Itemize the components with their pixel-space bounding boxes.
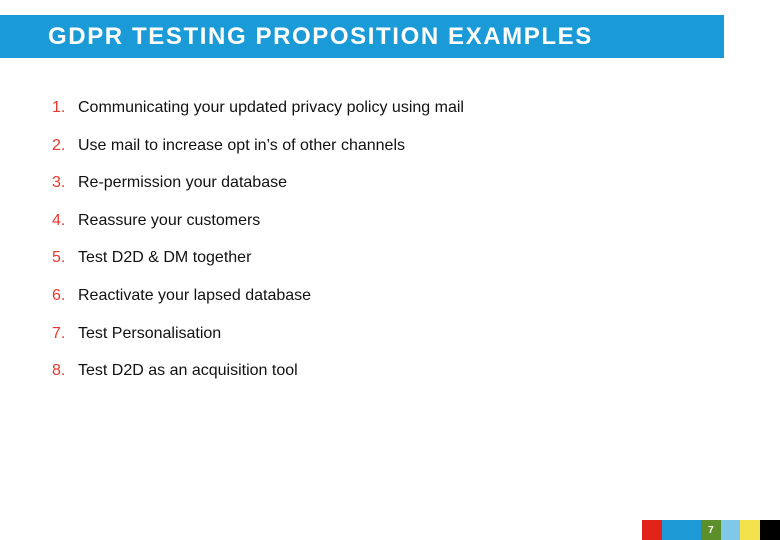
list-item-text: Test D2D & DM together	[78, 249, 252, 267]
footer-color-block	[760, 520, 780, 540]
footer-color-block	[721, 520, 741, 540]
list-item-text: Communicating your updated privacy policy using mail	[78, 99, 464, 116]
list-item-text: Use mail to increase opt in’s of other channels	[78, 136, 405, 154]
list-item-text: Re-permission your database	[78, 174, 287, 192]
list-item-number: 2.	[52, 136, 66, 154]
list-item	[52, 321, 464, 359]
list-item	[52, 208, 464, 246]
list-item-text: Reassure your customers	[78, 211, 261, 229]
list-item	[52, 245, 464, 283]
page-number: 7	[701, 520, 721, 540]
list-item-number: 8.	[52, 362, 66, 380]
list-item-text: Test D2D as an acquisition tool	[78, 362, 298, 380]
list-item-text: Reactivate your lapsed database	[78, 286, 312, 304]
footer-color-block	[642, 520, 662, 540]
list-item-text: Test Personalisation	[78, 324, 222, 342]
list-item-number: 5.	[52, 249, 66, 267]
list-item	[52, 283, 464, 321]
footer-color-strip	[642, 520, 780, 540]
list-item	[52, 95, 464, 133]
footer-color-block	[681, 520, 701, 540]
list-item-number: 1.	[52, 99, 66, 116]
footer-color-block	[662, 520, 682, 540]
list-item-number: 6.	[52, 286, 66, 304]
footer-color-block	[740, 520, 760, 540]
title-bar	[0, 15, 724, 58]
list-item-number: 4.	[52, 211, 66, 229]
list-item	[52, 358, 464, 396]
slide-title: GDPR TESTING PROPOSITION EXAMPLES	[48, 23, 593, 50]
proposition-list	[52, 95, 464, 396]
list-item-number: 3.	[52, 174, 66, 192]
list-item-number: 7.	[52, 324, 66, 342]
list-item	[52, 170, 464, 208]
list-item	[52, 133, 464, 171]
